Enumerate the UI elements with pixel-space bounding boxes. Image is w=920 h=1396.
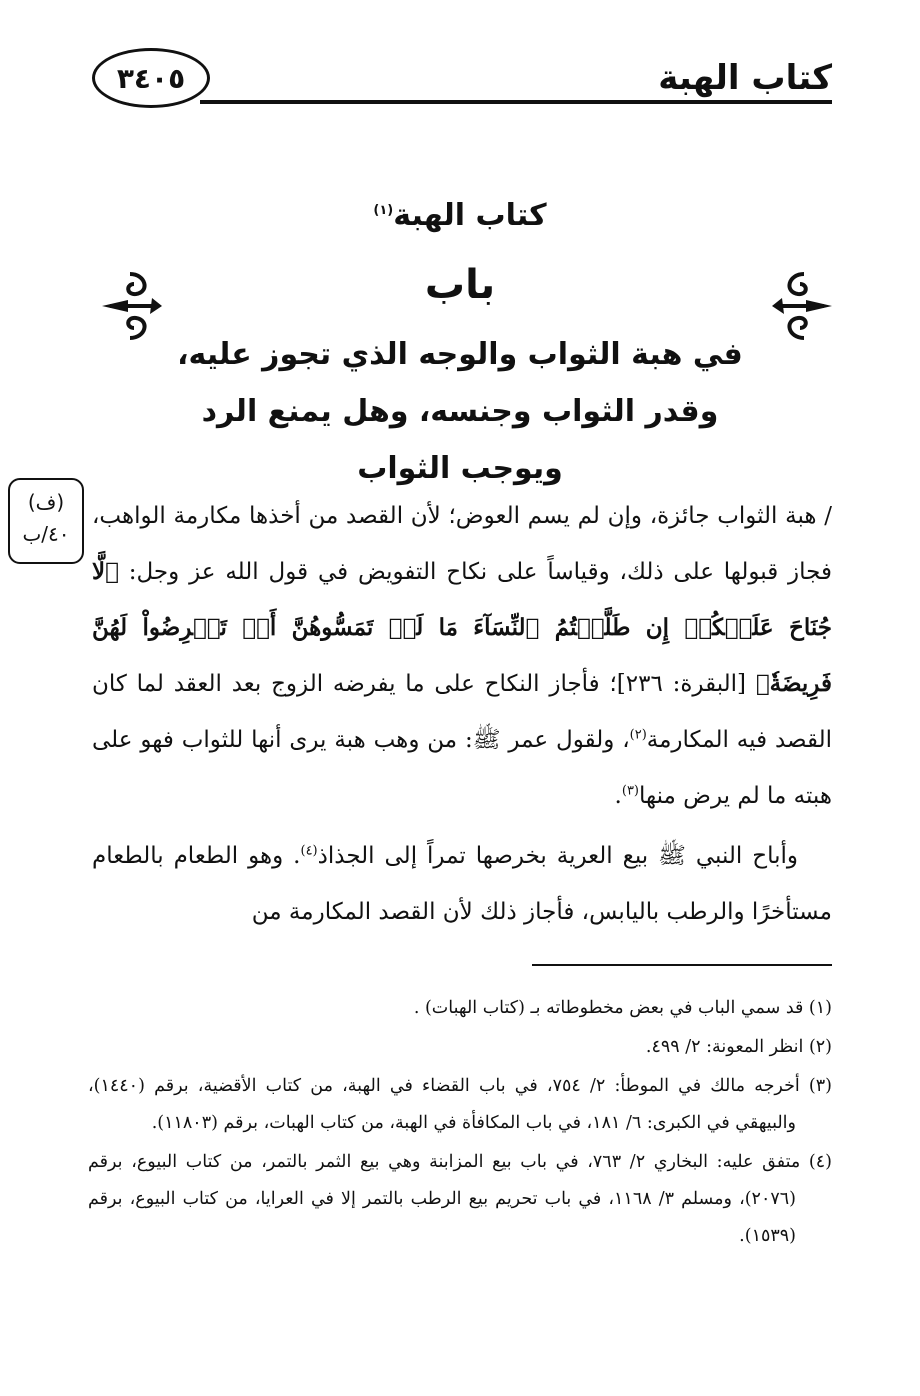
bab-heading: باب [424, 262, 496, 308]
footnote-separator [532, 964, 832, 966]
page-number-text: ٣٤٠٥ [116, 61, 186, 95]
running-title: كتاب الهبة [658, 58, 832, 98]
text-run: . [614, 783, 622, 809]
paragraph [92, 828, 832, 940]
page-number [92, 48, 210, 108]
footnote-ref[interactable]: (٣) [621, 783, 639, 799]
folio-marker-line: ٤٠/ب [22, 522, 70, 546]
paragraph [92, 488, 832, 824]
footnote: (٣) أخرجه مالك في الموطأ: ٢/ ٧٥٤، في باب القضاء في الهبة، من كتاب الأقضية، برقم (١٤٤٠)، والبيهقي في الكبرى: ٦/ ١٨١، في باب المكافأة في الهبة، من كتاب الهبات، برقم (١١٨٠٣). [88, 1076, 832, 1133]
text-run: ، ولقول عمر ﷺ: من وهب هبة يرى أنها للثواب فهو على هبته ما لم يرض منها [92, 727, 832, 809]
book-title [0, 198, 920, 233]
footnote: (١) قد سمي الباب في بعض مخطوطاته بـ (كتاب الهبات) . [413, 998, 832, 1018]
right-floral-ornament-icon [770, 266, 834, 346]
text-run: / هبة الثواب جائزة، وإن لم يسم العوض؛ لأن القصد من أخذها مكارمة الواهب، فجاز قبولها على ذلك، وقياساً على نكاح التفويض في قول الله عز وجل: [92, 503, 832, 585]
chapter-title [160, 326, 760, 497]
left-floral-ornament-icon [100, 266, 164, 346]
chapter-title-line: في هبة الثواب والوجه الذي تجوز عليه، [177, 337, 743, 372]
text-run: [البقرة: ٢٣٦]؛ فأجاز النكاح على ما يفرضه الزوج بعد العقد لما كان القصد فيه المكارمة [92, 671, 832, 753]
quran-verse: ﴿لَّا جُنَاحَ عَلَيۡكُمۡ إِن طَلَّقۡتُمُ ٱلنِّسَآءَ مَا لَمۡ تَمَسُّوهُنَّ أَوۡ تَفۡرِضُواْ لَهُنَّ فَرِيضَةٗ﴾ [92, 558, 832, 697]
main-text [92, 488, 832, 940]
footnotes [88, 990, 832, 1257]
chapter-title-line: ويوجب الثواب [357, 451, 563, 486]
book-title-note-ref: (١) [373, 203, 394, 218]
footnote-ref[interactable]: (٢) [629, 727, 647, 743]
header-rule [200, 100, 832, 104]
book-title-text: كتاب الهبة [393, 198, 547, 233]
manuscript-folio-marker [8, 478, 84, 564]
footnote: (٤) متفق عليه: البخاري ٢/ ٧٦٣، في باب بيع المزابنة وهي بيع الثمر بالتمر، من كتاب البيوع، برقم (٢٠٧٦)، ومسلم ٣/ ١١٦٨، في باب تحريم بيع الرطب بالتمر إلا في العرايا، من كتاب البيوع، برقم (١٥٣٩). [88, 1152, 832, 1246]
text-run: . وهو الطعام بالطعام مستأخرًا والرطب باليابس، فأجاز ذلك لأن القصد المكارمة من [92, 843, 832, 925]
text-run: وأباح النبي ﷺ بيع العرية بخرصها تمراً إلى الجذاذ [317, 843, 798, 869]
footnote: (٢) انظر المعونة: ٢/ ٤٩٩. [645, 1037, 832, 1057]
folio-marker-line: (ف) [27, 490, 65, 514]
footnote-ref[interactable]: (٤) [300, 843, 318, 859]
chapter-title-line: وقدر الثواب وجنسه، وهل يمنع الرد [201, 394, 719, 429]
